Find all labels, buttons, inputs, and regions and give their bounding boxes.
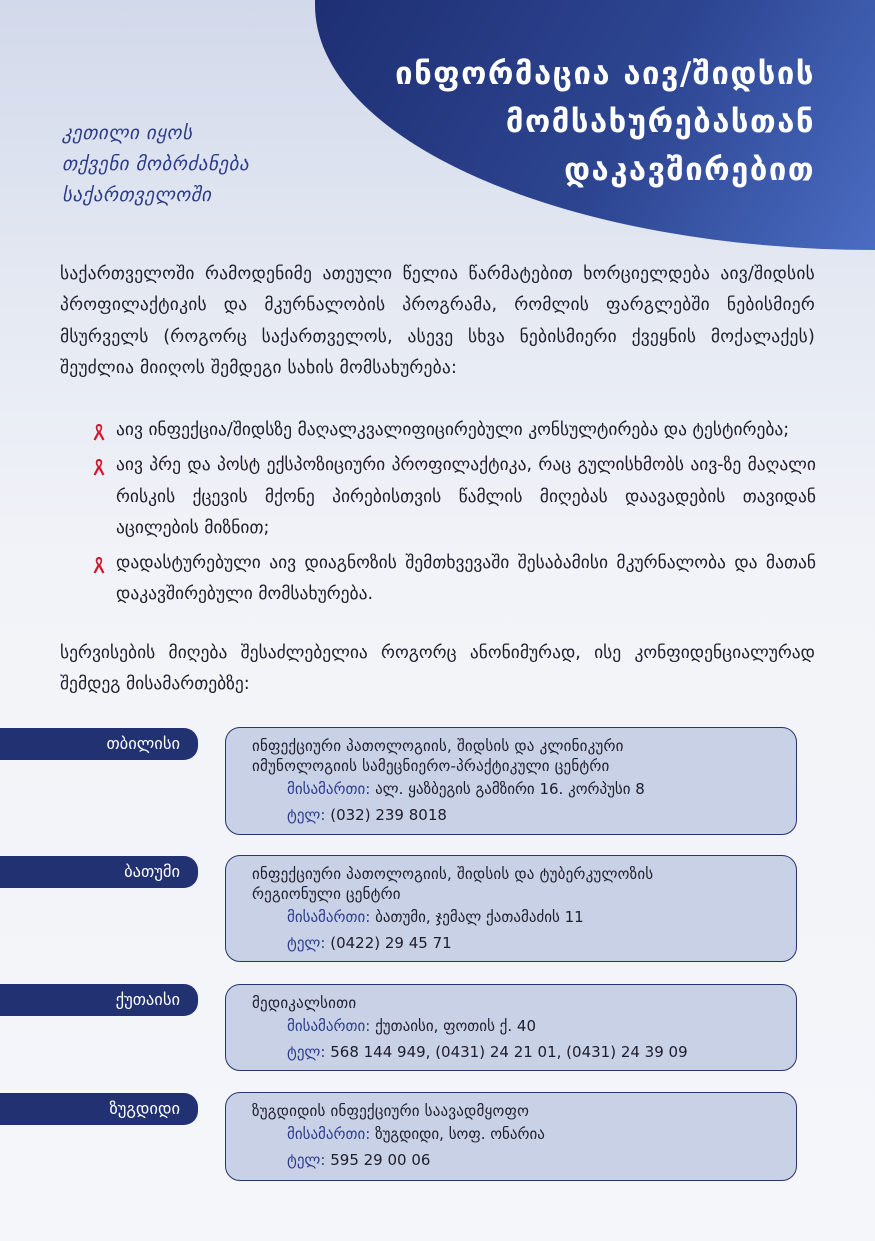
- city-label-kutaisi: ქუთაისი: [0, 984, 198, 1016]
- facility-name: რეგიონული ცენტრი: [252, 885, 401, 903]
- address-label: მისამართი:: [287, 1125, 371, 1143]
- address-row: [252, 905, 784, 930]
- address-label: მისამართი:: [287, 908, 371, 926]
- phone-row: [252, 803, 784, 828]
- city-label-zugdidi: ზუგდიდი: [0, 1093, 198, 1125]
- welcome-line-2: თქვენი მობრძანება: [62, 153, 250, 175]
- address-row: [252, 1014, 784, 1039]
- address-value: ქუთაისი, ფოთის ქ. 40: [375, 1017, 536, 1035]
- service-text: აივ ინფექცია/შიდსზე მაღალკვალიფიცირებული კონსულტირება და ტესტირება;: [116, 420, 790, 440]
- phone-row: [252, 931, 784, 956]
- phone-value: (032) 239 8018: [330, 806, 447, 824]
- phone-value: (0422) 29 45 71: [330, 934, 452, 952]
- welcome-text: [62, 118, 249, 211]
- address-label: მისამართი:: [287, 1017, 371, 1035]
- location-card-tbilisi: [225, 727, 797, 835]
- phone-label: ტელ:: [287, 1151, 326, 1169]
- location-card-kutaisi: [225, 984, 797, 1071]
- location-card-zugdidi: [225, 1092, 797, 1181]
- facility-name: ინფექციური პათოლოგიის, შიდსის და ტუბერკულოზის: [252, 865, 654, 883]
- phone-value: 595 29 00 06: [330, 1151, 431, 1169]
- title-line-3: დაკავშირებით: [564, 152, 815, 188]
- title-line-1: ინფორმაცია აივ/შიდსის: [395, 56, 815, 92]
- facility-name: ზუგდიდის ინფექციური საავადმყოფო: [252, 1102, 530, 1120]
- address-value: ზუგდიდი, სოფ. ონარია: [375, 1125, 545, 1143]
- address-value: ბათუმი, ჯემალ ქათამაძის 11: [375, 908, 584, 926]
- city-label-tbilisi: თბილისი: [0, 728, 198, 760]
- service-item: [88, 415, 816, 446]
- phone-label: ტელ:: [287, 934, 326, 952]
- address-label: მისამართი:: [287, 780, 371, 798]
- page-title: [345, 50, 815, 194]
- service-item: [88, 450, 816, 544]
- address-row: [252, 777, 784, 802]
- title-line-2: მომსახურებასთან: [505, 104, 815, 140]
- red-ribbon-icon: [92, 458, 106, 476]
- address-row: [252, 1122, 784, 1147]
- welcome-line-3: საქართველოში: [62, 184, 212, 206]
- phone-label: ტელ:: [287, 806, 326, 824]
- facility-name: მედიკალსითი: [252, 994, 357, 1012]
- red-ribbon-icon: [92, 556, 106, 574]
- service-text: დადასტურებული აივ დიაგნოზის შემთხვევაში შესაბამისი მკურნალობა და მათან დაკავშირებული მომსახურება.: [116, 553, 816, 605]
- location-card-batumi: [225, 855, 797, 962]
- intro-paragraph: საქართველოში რამოდენიმე ათეული წელია წარმატებით ხორციელდება აივ/შიდსის პროფილაქტიკის და მკურნალობის პროგრამა, რომლის ფარგლებში ნებისმიერ მსურველს (როგორც საქართველოს, ასევე სხვა ნებისმიერი ქვეყნის მოქალაქეს) შეუძლია მიიღოს შემდეგი სახის მომსახურება:: [60, 264, 815, 378]
- city-label-batumi: ბათუმი: [0, 856, 198, 888]
- facility-name: ინფექციური პათოლოგიის, შიდსის და კლინიკური: [252, 737, 624, 755]
- services-list: [88, 415, 816, 615]
- phone-row: [252, 1040, 784, 1065]
- red-ribbon-icon: [92, 423, 106, 441]
- outro-paragraph: სერვისების მიღება შესაძლებელია როგორც ანონიმურად, ისე კონფიდენციალურად შემდეგ მისამართებზე:: [60, 643, 815, 695]
- service-item: [88, 548, 816, 611]
- address-value: ალ. ყაზბეგის გამზირი 16. კორპუსი 8: [375, 780, 645, 798]
- phone-row: [252, 1148, 784, 1173]
- phone-label: ტელ:: [287, 1043, 326, 1061]
- welcome-line-1: კეთილი იყოს: [62, 122, 193, 144]
- facility-name: იმუნოლოგიის სამეცნიერო-პრაქტიკული ცენტრი: [252, 757, 610, 775]
- service-text: აივ პრე და პოსტ ექსპოზიციური პროფილაქტიკა, რაც გულისხმობს აივ-ზე მაღალი რისკის ქცევის მქონე პირებისთვის წამლის მიღებას დაავადების თავიდან აცილების მიზნით;: [116, 455, 816, 538]
- phone-value: 568 144 949, (0431) 24 21 01, (0431) 24 39 09: [330, 1043, 688, 1061]
